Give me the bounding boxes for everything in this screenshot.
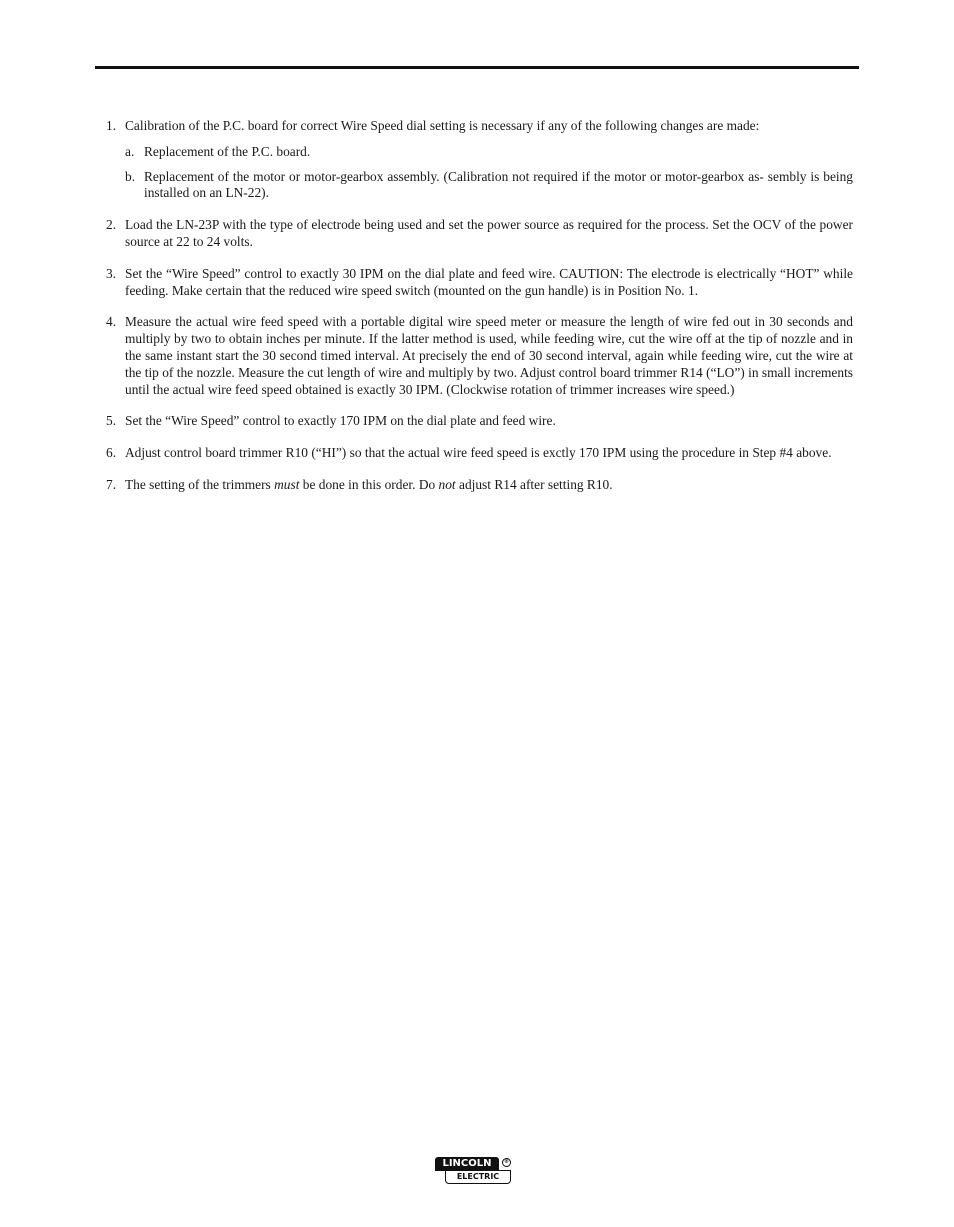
step-text: Measure the actual wire feed speed with a portable digital wire speed meter or measure the length of wire fed out in 30 seconds and multiply by two to obtain inches per minute. If the latter method is used, while feeding wire, cut the wire off at the tip of nozzle and in the same instant start the 30 second timed interval. At precisely the end of 30 second interval, again while feeding wire, cut the wire at the tip of the nozzle. Measure the cut length of wire and multiply by two. Adjust control board trimmer R14 (“LO”) in small increments until the actual wire feed speed obtained is exactly 30 IPM. (Clockwise rotation of trimmer increases wire speed.) xyxy=(125,314,853,397)
step-number: 4. xyxy=(106,314,117,330)
substep-text: Replacement of the motor or motor-gearbox assembly. (Calibration not required if the motor or motor-gearbox as- sembly is being installed on an LN-22). xyxy=(144,168,853,201)
step-text-part: The setting of the trimmers xyxy=(125,476,275,492)
step-text: Set the “Wire Speed” control to exactly 170 IPM on the dial plate and feed wire. xyxy=(125,413,556,429)
logo-electric-text: ELECTRIC xyxy=(445,1170,511,1184)
step-number: 1. xyxy=(106,118,117,133)
step-text: Set the “Wire Speed” control to exactly 30 IPM on the dial plate and feed wire. CAUTION: The electrode is electrically “HOT” while feeding. Make certain that the reduced wire speed switch (mounted on the gun handle) is in Position No. 1. xyxy=(125,265,853,298)
step-7 xyxy=(95,477,853,494)
step-6 xyxy=(95,445,853,462)
header-rule xyxy=(95,66,859,69)
logo-lincoln-text: LINCOLN xyxy=(435,1157,499,1171)
step-3 xyxy=(95,266,853,300)
step-number: 5. xyxy=(106,413,117,429)
emphasis-must: must xyxy=(274,476,300,492)
step-text: Adjust control board trimmer R10 (“HI”) so that the actual wire feed speed is exctly 170 IPM using the procedure in Step #4 above. xyxy=(125,445,832,461)
step-text-part: adjust R14 after setting R10. xyxy=(455,476,613,492)
registered-mark-icon: ® xyxy=(504,1159,509,1165)
step-number: 6. xyxy=(106,445,117,461)
substep-a xyxy=(125,144,853,161)
calibration-procedure xyxy=(95,118,853,509)
step-text-part: be done in this order. Do xyxy=(299,476,439,492)
emphasis-not: not xyxy=(438,476,456,492)
step-text: Load the LN-23P with the type of electrode being used and set the power source as required for the process. Set the OCV of the power source at 22 to 24 volts. xyxy=(125,217,853,249)
step-text: Calibration of the P.C. board for correct Wire Speed dial setting is necessary if any of the following changes are made: xyxy=(125,118,760,133)
step-2 xyxy=(95,217,853,251)
substep-b xyxy=(125,169,853,203)
substep-text: Replacement of the P.C. board. xyxy=(144,143,311,159)
step-5 xyxy=(95,413,853,430)
substep-letter: a. xyxy=(125,143,135,159)
step-number: 3. xyxy=(106,265,117,281)
substep-letter: b. xyxy=(125,168,136,184)
step-4 xyxy=(95,314,853,398)
step-text xyxy=(125,477,613,492)
step-number: 2. xyxy=(106,217,117,233)
step-1 xyxy=(95,118,853,202)
lincoln-electric-logo xyxy=(435,1157,513,1184)
step-number: 7. xyxy=(106,476,117,492)
sub-list xyxy=(125,144,853,202)
